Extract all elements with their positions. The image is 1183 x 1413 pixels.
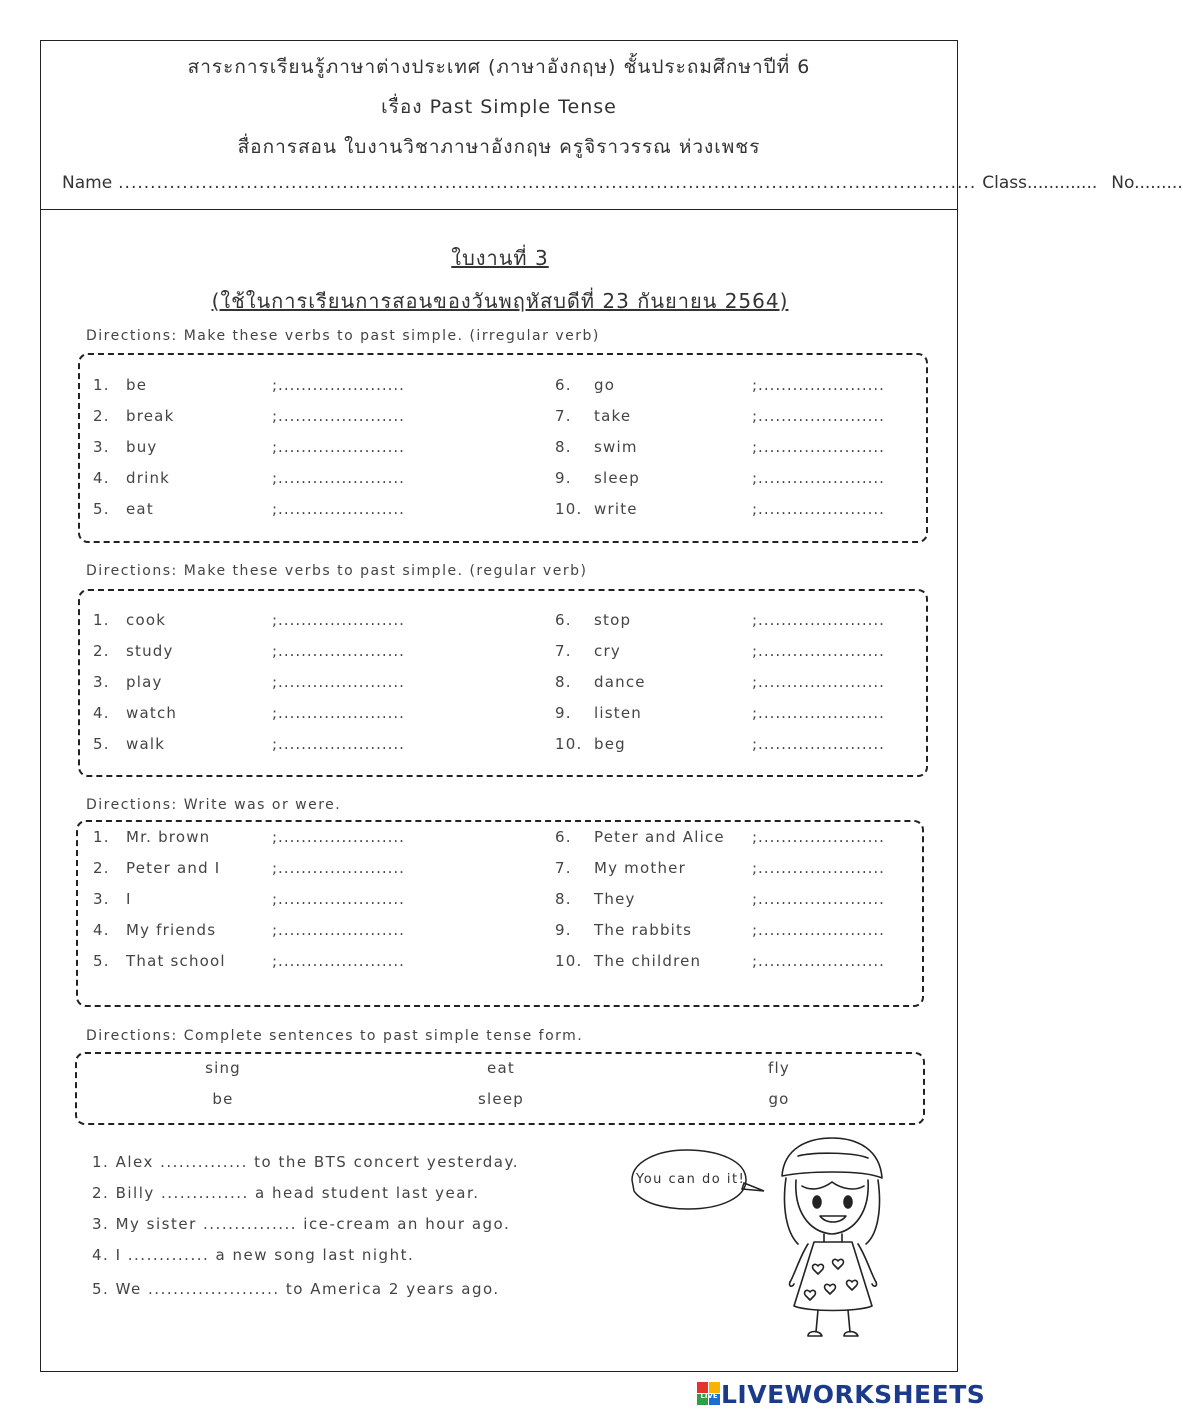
item-number: 9. [555,469,572,487]
answer-blank[interactable]: ;...................... [752,890,885,908]
item-number: 7. [555,407,572,425]
item-word: My friends [126,921,217,939]
item-number: 2. [93,407,110,425]
word-bank-item: eat [487,1059,515,1077]
answer-blank[interactable]: ;...................... [752,952,885,970]
name-class-line [62,173,1183,193]
header-teacher-line: สื่อการสอน ใบงานวิชาภาษาอังกฤษ ครูจิราวรรณ ห่วงเพชร [237,136,761,158]
item-number: 10. [555,952,583,970]
item-word: take [594,407,632,425]
answer-blank[interactable]: ;...................... [272,642,405,660]
section1-directions: Directions: Make these verbs to past simple. (irregular verb) [86,328,600,344]
answer-blank[interactable]: ;...................... [272,500,405,518]
item-word: watch [126,704,178,722]
section3-box [76,820,924,1007]
answer-blank[interactable]: ;...................... [752,921,885,939]
item-number: 4. [93,704,110,722]
item-number: 9. [555,921,572,939]
header-topic-line: เรื่อง Past Simple Tense [381,96,617,118]
item-word: drink [126,469,171,487]
word-bank-item: sleep [478,1090,524,1108]
item-word: swim [594,438,638,456]
worksheet-title: ใบงานที่ 3 [451,246,549,270]
item-word: They [594,890,636,908]
word-bank-item: fly [768,1059,790,1077]
item-number: 2. [93,859,110,877]
item-word: dance [594,673,646,691]
item-word: My mother [594,859,686,877]
item-number: 1. [93,611,110,629]
sentence-4[interactable]: 4. I ............. a new song last night. [92,1246,415,1264]
item-word: beg [594,735,626,753]
answer-blank[interactable]: ;...................... [272,407,405,425]
item-number: 5. [93,500,110,518]
item-number: 7. [555,642,572,660]
item-number: 3. [93,673,110,691]
item-number: 6. [555,611,572,629]
answer-blank[interactable]: ;...................... [752,673,885,691]
item-word: eat [126,500,154,518]
name-label: Name [62,173,113,193]
item-number: 1. [93,828,110,846]
answer-blank[interactable]: ;...................... [272,469,405,487]
answer-blank[interactable]: ;...................... [272,952,405,970]
item-number: 1. [93,376,110,394]
answer-blank[interactable]: ;...................... [272,673,405,691]
sentence-5[interactable]: 5. We ..................... to America 2 years ago. [92,1280,500,1298]
answer-blank[interactable]: ;...................... [752,859,885,877]
answer-blank[interactable]: ;...................... [752,438,885,456]
sentence-3[interactable]: 3. My sister ............... ice-cream an hour ago. [92,1215,511,1233]
liveworksheets-logo-icon [697,1382,721,1406]
section3-directions: Directions: Write was or were. [86,797,342,813]
item-number: 7. [555,859,572,877]
word-bank-item: be [212,1090,234,1108]
answer-blank[interactable]: ;...................... [752,407,885,425]
answer-blank[interactable]: ;...................... [752,500,885,518]
item-word: I [126,890,132,908]
item-number: 10. [555,500,583,518]
word-bank-item: sing [205,1059,241,1077]
answer-blank[interactable]: ;...................... [752,828,885,846]
section4-directions: Directions: Complete sentences to past simple tense form. [86,1028,584,1044]
item-number: 6. [555,828,572,846]
item-word: study [126,642,174,660]
answer-blank[interactable]: ;...................... [272,859,405,877]
item-number: 3. [93,890,110,908]
item-number: 5. [93,952,110,970]
answer-blank[interactable]: ;...................... [752,735,885,753]
logo-small-text: LIVE [700,1392,718,1400]
liveworksheets-wordmark: LIVEWORKSHEETS [721,1379,986,1409]
item-word: cook [126,611,167,629]
sentence-1[interactable]: 1. Alex .............. to the BTS concert yesterday. [92,1153,519,1171]
word-bank-item: go [768,1090,790,1108]
answer-blank[interactable]: ;...................... [272,890,405,908]
item-number: 2. [93,642,110,660]
answer-blank[interactable]: ;...................... [752,704,885,722]
item-number: 8. [555,438,572,456]
item-number: 9. [555,704,572,722]
item-word: stop [594,611,632,629]
item-word: buy [126,438,158,456]
item-word: Peter and Alice [594,828,725,846]
item-word: Mr. brown [126,828,211,846]
answer-blank[interactable]: ;...................... [752,469,885,487]
worksheet-subtitle: (ใช้ในการเรียนการสอนของวันพฤหัสบดีที่ 23 กันยายน 2564) [211,289,789,313]
item-number: 5. [93,735,110,753]
answer-blank[interactable]: ;...................... [752,611,885,629]
girl-illustration [768,1136,898,1342]
item-word: play [126,673,163,691]
worksheet-header [40,40,1183,210]
answer-blank[interactable]: ;...................... [272,704,405,722]
item-word: go [594,376,616,394]
answer-blank[interactable]: ;...................... [272,921,405,939]
item-word: The children [594,952,702,970]
answer-blank[interactable]: ;...................... [752,376,885,394]
answer-blank[interactable]: ;...................... [272,438,405,456]
item-word: That school [126,952,226,970]
answer-blank[interactable]: ;...................... [272,611,405,629]
item-word: Peter and I [126,859,221,877]
item-word: break [126,407,175,425]
item-number: 10. [555,735,583,753]
item-number: 3. [93,438,110,456]
name-field[interactable]: ...................................................................................................................................... [118,173,977,193]
item-word: be [126,376,148,394]
answer-blank[interactable]: ;...................... [272,828,405,846]
item-word: sleep [594,469,640,487]
liveworksheets-logo [697,1380,985,1408]
item-word: write [594,500,638,518]
item-number: 6. [555,376,572,394]
number-field[interactable]: No......... [1111,173,1183,193]
item-number: 8. [555,673,572,691]
sentence-2[interactable]: 2. Billy .............. a head student last year. [92,1184,480,1202]
header-subject-line: สาระการเรียนรู้ภาษาต่างประเทศ (ภาษาอังกฤษ) ชั้นประถมศึกษาปีที่ 6 [187,56,811,78]
item-number: 4. [93,469,110,487]
item-number: 4. [93,921,110,939]
item-word: listen [594,704,642,722]
item-word: walk [126,735,166,753]
item-word: cry [594,642,621,660]
item-word: The rabbits [594,921,693,939]
answer-blank[interactable]: ;...................... [272,735,405,753]
answer-blank[interactable]: ;...................... [752,642,885,660]
speech-bubble-text: You can do it! [636,1172,746,1187]
class-field[interactable]: Class............. [982,173,1098,193]
item-number: 8. [555,890,572,908]
answer-blank[interactable]: ;...................... [272,376,405,394]
section2-directions: Directions: Make these verbs to past simple. (regular verb) [86,563,588,579]
